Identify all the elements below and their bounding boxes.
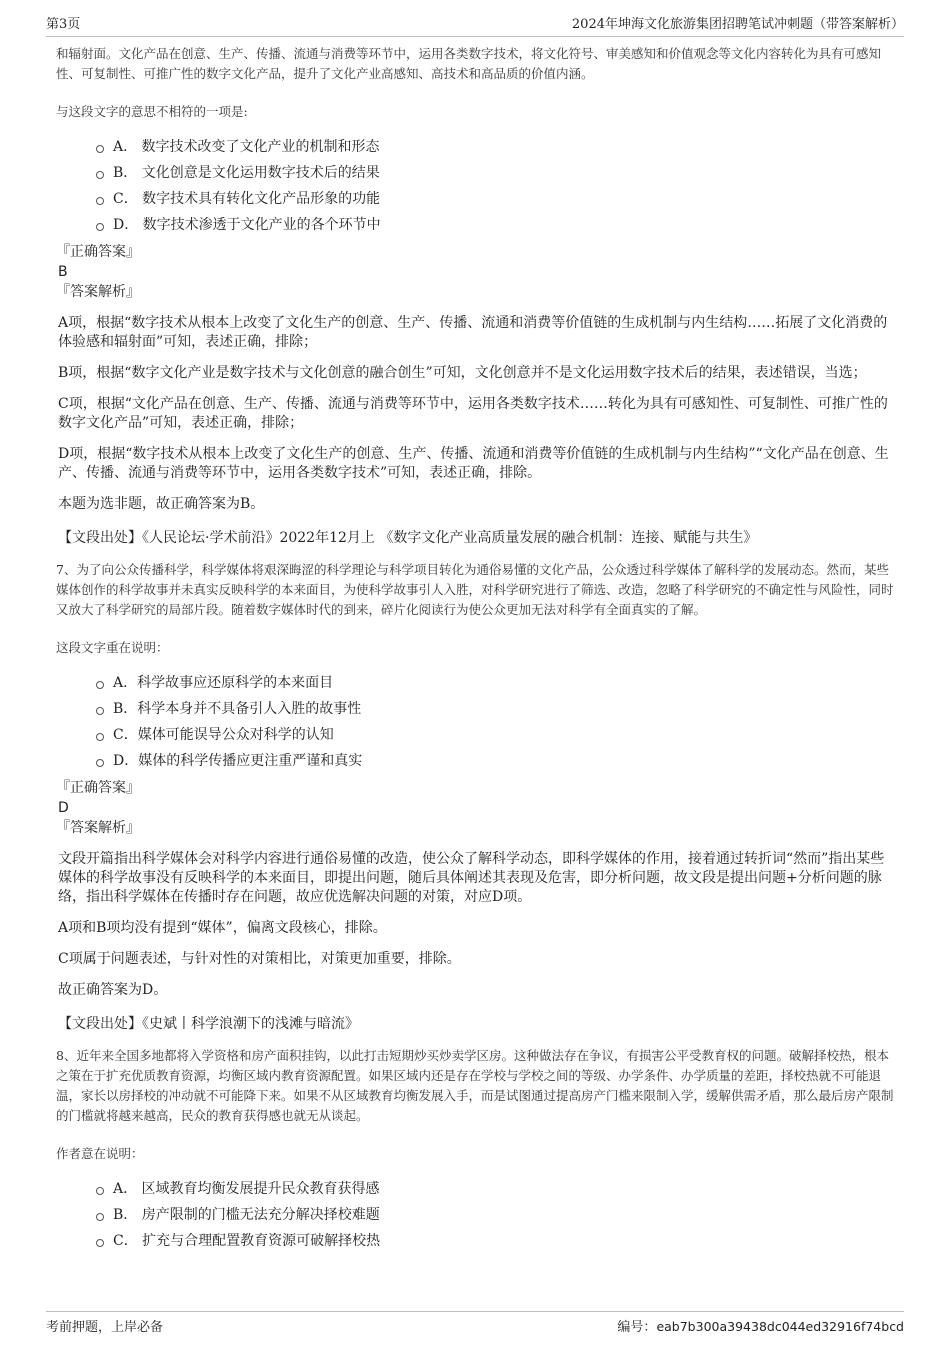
radio-icon[interactable]	[96, 145, 104, 153]
q7-options	[56, 670, 894, 774]
q6-explanation-d: D项，根据“数字技术从根本上改变了文化生产的创意、生产、传播、流通和消费等价值链的生成机制与内生结构”“文化产品在创意、生产、传播、流通与消费等环节中，运用各类数字技术”可知，表述正确，排除。	[58, 446, 889, 481]
option-label: C． 扩充与合理配置教育资源可破解择校热	[113, 1233, 381, 1249]
q6-answer: B	[58, 264, 68, 280]
q7-answer-label: 『正确答案』	[56, 780, 140, 796]
option-label: C．媒体可能误导公众对科学的认知	[113, 727, 334, 743]
page-footer	[46, 1311, 904, 1335]
option-label: B．科学本身并不具备引人入胜的故事性	[113, 701, 362, 717]
q6-prompt: 与这段文字的意思不相符的一项是:	[56, 104, 248, 119]
radio-icon[interactable]	[96, 223, 104, 231]
q6-option-a[interactable]	[96, 134, 894, 160]
radio-icon[interactable]	[96, 733, 104, 741]
document-id-code: eab7b300a39438dc044ed32916f74bcd	[656, 1319, 904, 1334]
q6-explanation-b: B项，根据“数字文化产业是数字技术与文化创意的融合创生”可知，文化创意并不是文化运用数字技术后的结果，表述错误，当选；	[58, 365, 867, 381]
q7-explanation-main: 文段开篇指出科学媒体会对科学内容进行通俗易懂的改造，使公众了解科学动态，即科学媒体的作用，接着通过转折词“然而”指出某些媒体的科学故事没有反映科学的本来面目，即提出问题，随后具体阐述其表现及危害，即分析问题，故文段是提出问题+分析问题的脉络，指出科学媒体在传播时存在问题，故应优选解决问题的对策，对应D项。	[58, 851, 885, 905]
option-label: B． 房产限制的门槛无法充分解决择校难题	[113, 1207, 380, 1223]
radio-icon[interactable]	[96, 1187, 104, 1195]
radio-icon[interactable]	[96, 681, 104, 689]
q6-passage-continuation: 和辐射面。文化产品在创意、生产、传播、流通与消费等环节中，运用各类数字技术，将文化符号、审美感知和价值观念等文化内容转化为具有可感知性、可复制性、可推广性的数字文化产品，提升了文化产业高感知、高技术和高品质的价值内涵。	[56, 46, 882, 81]
q8-passage: 8、近年来全国多地都将入学资格和房产面积挂钩，以此打击短期炒买炒卖学区房。这种做法存在争议，有损害公平受教育权的问题。破解择校热，根本之策在于扩充优质教育资源，均衡区域内教育资源配置。如果区域内还是存在学校与学校之间的等级、办学条件、办学质量的差距，择校热就不可能退温，家长以房择校的冲动就不可能降下来。如果不从区域教育均衡发展入手，而是试图通过提高房产门槛来限制入学，缓解供需矛盾，那么最后房产限制的门槛就将越来越高，民众的教育获得感也就无从谈起。	[56, 1048, 894, 1123]
q8-option-c[interactable]	[96, 1228, 894, 1254]
q7-prompt: 这段文字重在说明：	[56, 640, 169, 655]
option-label: C． 数字技术具有转化文化产品形象的功能	[113, 191, 381, 207]
q7-passage: 7、为了向公众传播科学，科学媒体将艰深晦涩的科学理论与科学项目转化为通俗易懂的文化产品，公众透过科学媒体了解科学的发展动态。然而，某些媒体创作的科学故事并未真实反映科学的本来面目，为使科学故事引人入胜，对科学研究进行了筛选、改造，忽略了科学研究的不确定性与风险性，同时又放大了科学研究的局部片段。随着数字媒体时代的到来，碎片化阅读行为使公众更加无法对科学有全面真实的了解。	[56, 562, 894, 617]
option-label: D． 数字技术渗透于文化产业的各个环节中	[113, 217, 381, 233]
q6-analysis-label: 『答案解析』	[56, 284, 140, 300]
q7-analysis-label: 『答案解析』	[56, 820, 140, 836]
option-label: A．科学故事应还原科学的本来面目	[113, 675, 334, 691]
radio-icon[interactable]	[96, 171, 104, 179]
q6-explanation-a: A项，根据“数字技术从根本上改变了文化生产的创意、生产、传播、流通和消费等价值链的生成机制与内生结构……拓展了文化消费的体验感和辐射面”可知，表述正确，排除；	[58, 315, 888, 350]
q6-option-c[interactable]	[96, 186, 894, 212]
q7-explanation-c: C项属于问题表述，与针对性的对策相比，对策更加重要，排除。	[58, 951, 461, 967]
option-label: A． 区域教育均衡发展提升民众教育获得感	[113, 1181, 380, 1197]
footer-slogan: 考前押题，上岸必备	[46, 1320, 164, 1335]
radio-icon[interactable]	[96, 759, 104, 767]
page-header	[46, 10, 904, 37]
page-content	[56, 44, 894, 1254]
document-id-label: 编号：	[617, 1320, 657, 1335]
q6-source: 【文段出处】《人民论坛·学术前沿》2022年12月上 《数字文化产业高质量发展的融合机制：连接、赋能与共生》	[58, 530, 758, 546]
option-label: D．媒体的科学传播应更注重严谨和真实	[113, 753, 363, 769]
radio-icon[interactable]	[96, 1239, 104, 1247]
q6-answer-label: 『正确答案』	[56, 244, 140, 260]
q7-conclusion: 故正确答案为D。	[58, 982, 168, 998]
q8-option-a[interactable]	[96, 1176, 894, 1202]
q7-option-a[interactable]	[96, 670, 894, 696]
q6-option-b[interactable]	[96, 160, 894, 186]
document-id	[617, 1316, 904, 1335]
radio-icon[interactable]	[96, 197, 104, 205]
q8-option-b[interactable]	[96, 1202, 894, 1228]
radio-icon[interactable]	[96, 707, 104, 715]
option-label: B． 文化创意是文化运用数字技术后的结果	[113, 165, 380, 181]
q7-source: 【文段出处】《史斌丨科学浪潮下的浅滩与暗流》	[58, 1016, 359, 1032]
q6-option-d[interactable]	[96, 212, 894, 238]
q7-option-c[interactable]	[96, 722, 894, 748]
q7-answer: D	[58, 800, 69, 816]
q6-explanation-c: C项，根据“文化产品在创意、生产、传播、流通与消费等环节中，运用各类数字技术……转化为具有可感知性、可复制性、可推广性的数字文化产品”可知，表述正确，排除；	[58, 396, 888, 431]
option-label: A． 数字技术改变了文化产业的机制和形态	[113, 139, 380, 155]
q6-conclusion: 本题为选非题，故正确答案为B。	[58, 496, 265, 512]
q7-option-d[interactable]	[96, 748, 894, 774]
q7-option-b[interactable]	[96, 696, 894, 722]
q6-options	[56, 134, 894, 238]
q8-options	[56, 1176, 894, 1254]
page-number: 第3页	[46, 17, 81, 32]
q7-explanation-ab: A项和B项均没有提到“媒体”，偏离文段核心，排除。	[58, 920, 387, 936]
q8-prompt: 作者意在说明：	[56, 1146, 144, 1161]
radio-icon[interactable]	[96, 1213, 104, 1221]
document-title: 2024年坤海文化旅游集团招聘笔试冲刺题（带答案解析）	[571, 17, 904, 32]
